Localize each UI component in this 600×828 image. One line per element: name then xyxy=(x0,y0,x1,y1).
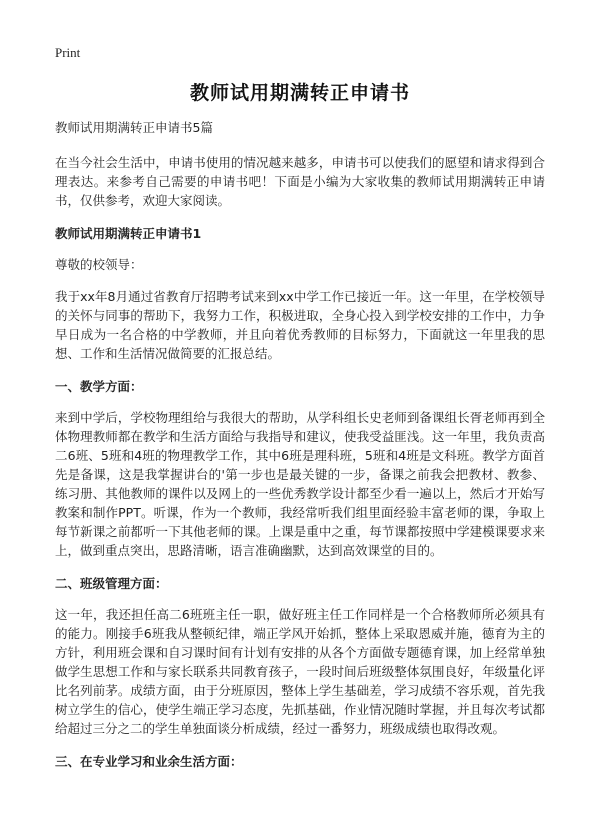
heading-teaching: 一、教学方面： xyxy=(55,379,143,394)
intro-paragraph: 在当今社会生活中，申请书使用的情况越来越多，申请书可以使我们的愿望和请求得到合理表达。来参考自己需要的申请书吧！下面是小编为大家收集的教师试用期满转正申请书，仅供参考，欢迎大家阅读。 xyxy=(55,155,545,208)
class-management-paragraph: 这一年，我还担任高二6班班主任一职，做好班主任工作同样是一个合格教师所必须具有的能力。刚接手6班我从整顿纪律，端正学风开始抓，整体上采取恩威并施，德育为主的方针，利用班会课和自习课时间有计划有安排的从各个方面做专题德育课，加上经常单独做学生思想工作和与家长联系共同教育孩子，一段时间后班级整体氛围良好，年级量化评比名列前茅。成绩方面，由于分班原因，整体上学生基础差，学习成绩不容乐观，首先我树立学生的信心，使学生端正学习态度，先抓基础，作业情况随时掌握，并且每次考试都给超过三分之二的学生单独面谈分析成绩，经过一番努力，班级成绩也取得改观。 xyxy=(55,607,545,736)
heading-class-management: 二、班级管理方面： xyxy=(55,576,168,591)
heading-study-life: 三、在专业学习和业余生活方面： xyxy=(55,754,243,769)
section-heading-letter-1: 教师试用期满转正申请书1 xyxy=(55,226,202,241)
print-link[interactable]: Print xyxy=(55,45,81,60)
greeting: 尊敬的校领导： xyxy=(55,257,143,272)
teaching-paragraph: 来到中学后，学校物理组给与我很大的帮助，从学科组长史老师到备课组长胥老师再到全体物理教师都在教学和生活方面给与我指导和建议，使我受益匪浅。这一年里，我负责高二6班、5班和4班的物理教学工作，其中6班是理科班，5班和4班是文科班。教学方面首先是备课，这是我掌握讲台的'第一步也是最关键的一步，备课之前我会把教材、教参、练习册、其他教师的课件以及网上的一些优秀教学设计都至少看一遍以上，然后才开始写教案和制作PPT。听课，作为一个教师，我经常听我们组里面经验丰富老师的课，争取上每节新课之前都听一下其他老师的课。上课是重中之重，每节课都按照中学建模课要求来上，做到重点突出，思路清晰，语言准确幽默，达到高效课堂的目的。 xyxy=(55,410,545,558)
opening-paragraph: 我于xx年8月通过省教育厅招聘考试来到xx中学工作已接近一年。这一年里，在学校领导的关怀与同事的帮助下，我努力工作，积极进取，全身心投入到学校安排的工作中，力争早日成为一名合格的中学教师，并且向着优秀教师的目标努力，下面就这一年里我的思想、工作和生活情况做简要的汇报总结。 xyxy=(55,289,545,361)
page-title: 教师试用期满转正申请书 xyxy=(189,82,410,104)
document-subtitle: 教师试用期满转正申请书5篇 xyxy=(55,120,213,135)
document-body xyxy=(55,118,545,783)
